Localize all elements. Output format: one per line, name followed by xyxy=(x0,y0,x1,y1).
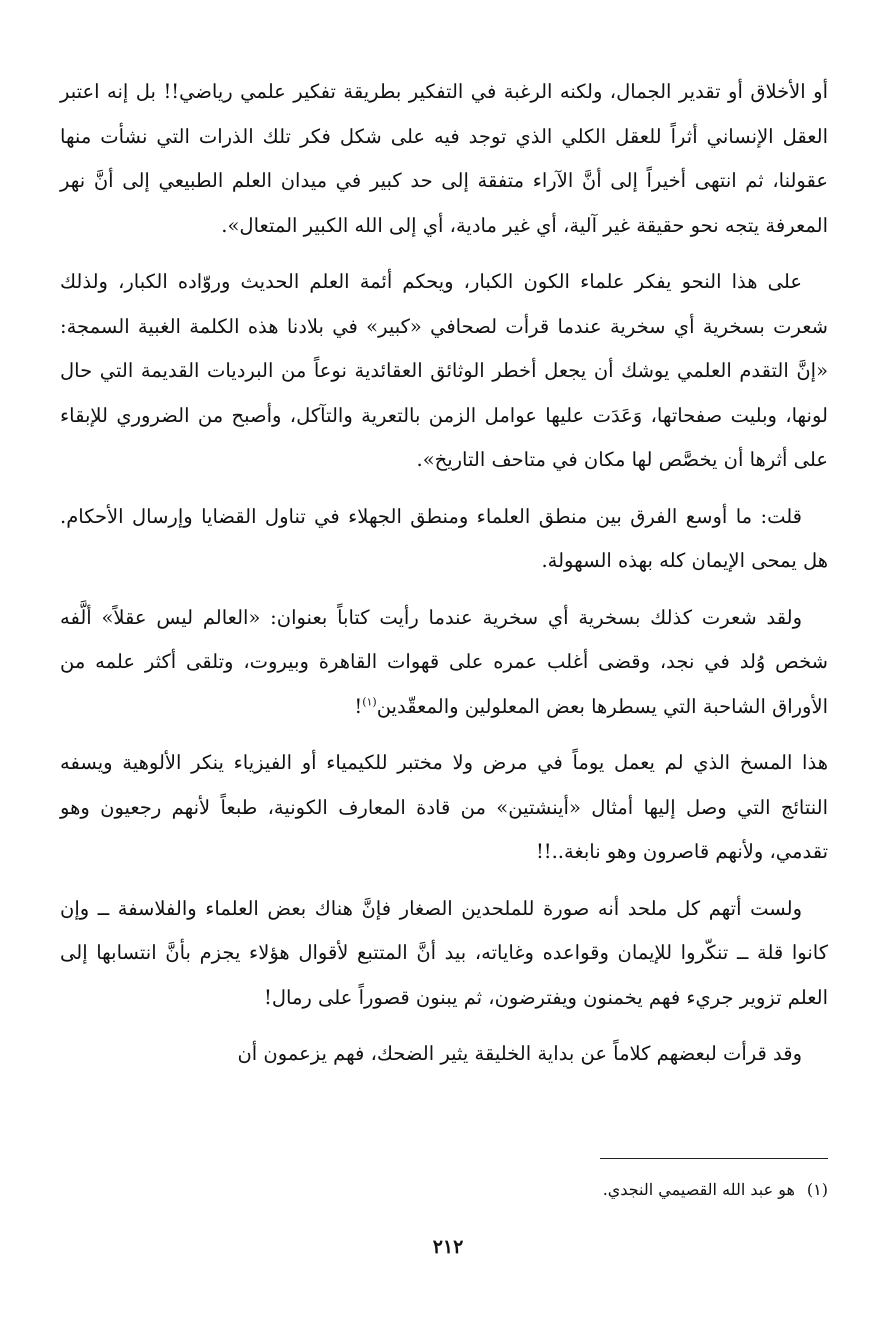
footnote-reference[interactable]: (١) xyxy=(362,695,377,708)
paragraph-7: وقد قرأت لبعضهم كلاماً عن بداية الخليقة يثير الضحك، فهم يزعمون أن xyxy=(237,1042,802,1065)
footnote xyxy=(400,1177,828,1203)
paragraph-4-text: ولقد شعرت كذلك بسخرية أي سخرية عندما رأيت كتاباً بعنوان: «العالم ليس عقلاً» ألَّفه شخص وُلد في نجد، وقضى أغلب عمره على قهوات القاهرة وبيروت، وتلقى أكثر علمه من الأوراق الشاحبة التي يسطرها بعض المعلولين والمعقّدين xyxy=(60,605,828,718)
paragraph-4-end: ! xyxy=(354,694,363,718)
main-text xyxy=(60,70,828,1089)
paragraph-6: ولست أتهم كل ملحد أنه صورة للملحدين الصغار فإنَّ هناك بعض العلماء والفلاسفة ــ وإن كانوا قلة ــ تنكّروا للإيمان وقواعده وغاياته، بيد أنَّ المتتبع لأقوال هؤلاء يجزم بأنَّ انتسابها إلى العلم تزوير جريء فهم يخمنون ويفترضون، ثم يبنون قصوراً على رمال! xyxy=(60,896,828,1009)
paragraph-1: أو الأخلاق أو تقدير الجمال، ولكنه الرغبة في التفكير بطريقة تفكير علمي رياضي!! بل إنه اعتبر العقل الإنساني أثراً للعقل الكلي الذي توجد فيه على شكل فكر تلك الذرات التي نشأت منها عقولنا، ثم انتهى أخيراً إلى أنَّ الآراء متفقة إلى حد كبير في ميدان العلم الطبيعي إلى أنَّ نهر المعرفة يتجه نحو حقيقة غير آلية، أي غير مادية، أي إلى الله الكبير المتعال». xyxy=(60,80,828,237)
footnote-separator xyxy=(600,1158,828,1159)
paragraph-2: على هذا النحو يفكر علماء الكون الكبار، ويحكم أئمة العلم الحديث وروّاده الكبار، ولذلك شعرت بسخرية أي سخرية عندما قرأت لصحافي «كبير» في بلادنا هذه الكلمة الغبية السمجة: «إنَّ التقدم العلمي يوشك أن يجعل أخطر الوثائق العقائدية نوعاً من البرديات القديمة التي حال لونها، وبليت صفحاتها، وَعَدَت عليها عوامل الزمن بالتعرية والتآكل، وأصبح من الضروري للإبقاء على أثرها أن يخصَّص لها مكان في متاحف التاريخ». xyxy=(60,270,828,471)
page-number: ٢١٢ xyxy=(432,1236,464,1258)
footnote-text: هو عبد الله القصيمي النجدي. xyxy=(602,1180,795,1199)
paragraph-5: هذا المسخ الذي لم يعمل يوماً في مرض ولا مختبر للكيمياء أو الفيزياء ينكر الألوهية ويسفه النتائج التي وصل إليها أمثال «أينشتين» من قادة المعارف الكونية، طبعاً لأنهم رجعيون وهو تقدمي، ولأنهم قاصرون وهو نابغة..!! xyxy=(60,751,828,863)
paragraph-4 xyxy=(60,596,828,730)
paragraph-3: قلت: ما أوسع الفرق بين منطق العلماء ومنطق الجهلاء في تناول القضايا وإرسال الأحكام. هل يمحى الإيمان كله بهذه السهولة. xyxy=(60,504,828,572)
footnote-number: (١) xyxy=(806,1180,828,1199)
